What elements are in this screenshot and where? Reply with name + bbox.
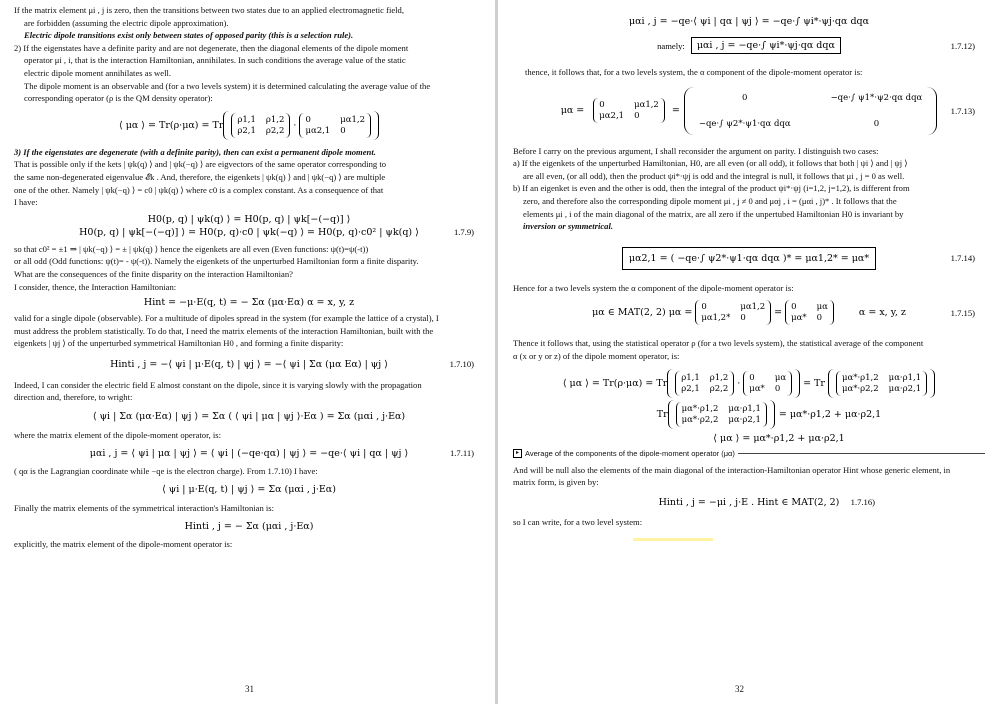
matrix-cell: 0 (741, 92, 748, 103)
equation-body: ⟨ μα ⟩ = μα*·ρ1,2 + μα·ρ2,1 (713, 432, 845, 444)
equation-body: Hinti , j = −μi , j·E . Hint ∈ MAT(2, 2) (658, 496, 840, 508)
matrix-cell: ρ1,1 (237, 114, 256, 125)
mu-matrix (299, 113, 371, 138)
equation-average-result (513, 433, 985, 444)
closing-text: so I can write, for a two level system: (513, 516, 643, 527)
equation-body: ⟨ ψi | Σα (μα·Eα) | ψj ⟩ = Σα ( ⟨ ψi | μα | ψj ⟩·Eα ) = Σα (μαi , j·Eα) (92, 411, 406, 423)
page-divider (495, 0, 498, 704)
equation-body: H0(p, q) | ψk[−(−q)] ⟩ = H0(p, q)·c0 | ψk(−q) ⟩ = H0(p, q)·c0² | ψk(q) ⟩ (79, 226, 419, 238)
matrix-cell: 0 (701, 302, 707, 313)
text-line: a) If the eigenkets of the unperturbed Hamiltonian, H0, are all even (or all odd), it follows that both | ψi ⟩ and | ψj ⟩ (513, 158, 908, 169)
text-line: Indeed, I can consider the electric field E almost constant on the dipole, since it is varying slowly with the propagation (14, 379, 422, 390)
text-line: where the matrix element of the dipole-moment operator, is: (14, 430, 222, 441)
equation-final (14, 521, 484, 532)
matrix-cell: ρ2,2 (709, 383, 729, 394)
result-matrix (836, 371, 927, 396)
matrix-cell: 0 (816, 313, 823, 324)
equation-interaction-hamiltonian (14, 297, 484, 308)
matrix-cell: ρ1,1 (681, 372, 700, 383)
integral-matrix (684, 87, 937, 135)
equation-matrix-element (14, 359, 484, 370)
text-line: are forbidden (assuming the electric dipole approximation). (24, 17, 229, 28)
rho-matrix (675, 371, 734, 396)
matrix-cell: 0 (774, 383, 781, 394)
matrix-product: ρ1,1 ρ1,2 ρ2,1 ρ2,2 · 0 μα μα* 0 (667, 369, 800, 398)
matrix-product: ρ1,1 ρ1,2 ρ2,1 ρ2,2 · 0 μα1,2 μα2,1 0 (223, 111, 379, 140)
text-line: matrix form, is given by: (513, 477, 599, 488)
text-line: Thence it follows that, using the statistical operator ρ (for a two levels system), the statistical average of the component (513, 338, 924, 349)
text-line (513, 516, 985, 529)
text-line: Hence for a two levels system the α component of the dipole-moment operator is: (513, 282, 794, 293)
equation-dipole-matrix: μα = 0 μα1,2 μα2,1 0 = 0 −qe·∫ ψ1*·ψ2·qα dqα −qe·∫ ψ2*·ψ1·qα dqα 0 1.7.13) (513, 87, 985, 135)
equation-field (14, 484, 484, 495)
matrix-cell: ρ2,1 (681, 383, 700, 394)
matrix-cell: μα1,2 (740, 302, 766, 313)
equation-number: 1.7.13) (950, 105, 975, 116)
text-line: inversion or symmetrical. (523, 221, 613, 232)
text-line: The dipole moment is an observable and (for a two levels system) it is determined calculating the average value of the (24, 80, 431, 91)
text-line: b) If an eigenket is even and the other is odd, then the integral of the product ψi*·ψj (i=1,2, j=1,2), is different from (513, 183, 910, 194)
matrix-cell: μα1,2 (634, 100, 659, 111)
equation-conjugate (513, 247, 985, 270)
small-mu-matrix (593, 98, 665, 123)
text-line: operator μi , i, that is the interaction Hamiltonian, annihilates. In such conditions the average value of the static (24, 55, 406, 66)
page-31 (0, 0, 494, 704)
matrix-cell: 0 (791, 302, 797, 313)
text-line: valid for a single dipole (observable). For a multitude of dipoles spread in the system (for example the lattice of a crystal), I (14, 313, 439, 324)
text-line: electric dipole moment annihilates as well. (24, 67, 172, 78)
text-line: Finally the matrix elements of the symmetrical interaction's Hamiltonian is: (14, 503, 275, 514)
matrix-cell: μα2,1 (305, 125, 331, 136)
text-line: What are the consequences of the finite disparity on the interaction Hamiltonian? (14, 268, 293, 279)
equation-dipole-integral (513, 16, 985, 27)
text-line: That is possible only if the kets | ψk(q) ⟩ and | ψk(−q) ⟩ are eigvectors of the same operator corresponding to (14, 159, 387, 170)
equation-body: μαi , j = −qe·⟨ ψi | qα | ψj ⟩ = −qe·∫ ψi*·ψj·qα dqα (628, 16, 870, 27)
matrix-cell: μα·ρ2,1 (728, 414, 761, 425)
result-bracket (668, 400, 775, 429)
text-line: zero, and therefore also the corresponding dipole moment μi , j ≠ 0 and μαj , i = (μαi , j)* . It follows that the (523, 195, 897, 206)
rho-matrix (231, 113, 290, 138)
matrix-cell: μα*·ρ2,2 (841, 383, 879, 394)
text-line: so that c0² = ±1 ⇒ | ψk(−q) ⟩ = ± | ψk(q) ⟩ hence the eigenkets are all even (Even functions: ψ(t)=ψ(-t)) (14, 243, 369, 254)
matrix-cell: μα*·ρ1,2 (841, 372, 879, 383)
matrix-cell: μα (816, 302, 828, 313)
yellow-highlight (633, 538, 713, 541)
text-line: eigenkets | ψj ⟩ of the unperturbed symmetrical Hamiltonian H0 , and forming a finite disparity: (14, 338, 344, 349)
matrix-cell: μα* (791, 313, 807, 324)
text-line: I consider, thence, the Interaction Hamiltonian: (14, 281, 177, 292)
matrix-cell: μα2,1 (599, 111, 625, 122)
matrix-cell: ρ1,2 (709, 372, 729, 383)
text-line: the same non-degenerated eigenvalue 𝓔k . And, therefore, the eigenkets | ψk(q) ⟩ and | ψk(−q) ⟩ are multiple (14, 171, 386, 182)
text-line: corresponding operator (ρ is the QM density operator): (24, 93, 213, 104)
equation-body: Hinti , j = − Σα (μαi , j·Eα) (184, 520, 314, 532)
equation-lhs: ⟨ μα ⟩ = Tr(ρ·μα) = Tr (562, 377, 668, 389)
degenerate-heading: 3) If the eigenstates are degenerate (with a definite parity), then can exist a permanent dipole moment. (14, 146, 376, 157)
figure-caption[interactable] (513, 449, 985, 458)
equation-number: 1.7.10) (449, 359, 474, 370)
matrix-cell: −qe·∫ ψ1*·ψ2·qα dqα (830, 92, 923, 103)
result-bracket (828, 369, 935, 398)
selection-rule-statement: Electric dipole transitions exist only between states of opposed parity (this is a selection rule). (24, 30, 354, 41)
text-line: 2) If the eigenstates have a definite parity and are not degenerate, then the diagonal elements of the dipole moment (14, 42, 409, 53)
text-line: must address the problem statistically. To do that, I need the matrix elements of the interaction Hamiltonian, built with the (14, 325, 434, 336)
matrix-cell: ρ2,1 (237, 125, 256, 136)
equation-dipole-mat22: μα ∈ MAT(2, 2) μα = 0 μα1,2 μα1,2* 0 = 0 μα μα* 0 α = x, y, z 1.7.15) (592, 302, 975, 324)
matrix-cell: μα* (749, 383, 765, 394)
highlight-mark (513, 528, 985, 541)
mu-matrix-short (785, 300, 834, 325)
namely-label: namely: (657, 40, 685, 51)
text-line: elements μi , i of the main diagonal of the matrix, are all zero if the unpertubed Hamiltonian H0 is invariant by (523, 208, 904, 219)
equation-lhs: μα = (560, 105, 585, 117)
mu-matrix (695, 300, 771, 325)
matrix-cell: 0 (305, 114, 311, 125)
matrix-cell: μα1,2 (340, 114, 366, 125)
matrix-cell: ρ2,2 (265, 125, 285, 136)
matrix-cell: μα1,2* (701, 313, 731, 324)
boxed-equation: μαi , j = −qe·∫ ψi*·ψj·qα dqα (691, 37, 841, 54)
mu-matrix (743, 371, 792, 396)
equation-number: 1.7.12) (950, 40, 975, 51)
equation-hint-matrix (513, 497, 985, 508)
equation-tail: = μα*·ρ1,2 + μα·ρ2,1 (778, 408, 882, 420)
equation-tail: α = x, y, z (858, 307, 906, 319)
matrix-cell: μα (774, 372, 787, 383)
equation-statistical-average: ⟨ μα ⟩ = Tr(ρ·μα) = Tr ρ1,1 ρ1,2 ρ2,1 ρ2,2 · 0 μα μα* 0 = Tr μα*·ρ1,2 μα·ρ1,1 μα*·ρ2,2 μα·ρ2,1 (513, 369, 985, 398)
equation-lhs: ⟨ μα ⟩ = Tr(ρ·μα) = Tr (118, 119, 224, 131)
matrix-cell: 0 (740, 313, 746, 324)
matrix-cell: μα·ρ1,1 (888, 372, 922, 383)
equation-body: H0(p, q) | ψk(q) ⟩ = H0(p, q) | ψk[−(−q)] ⟩ (147, 213, 351, 225)
boxed-equation: μα2,1 = ( −qe·∫ ψ2*·ψ1·qα dqα )* = μα1,2* = μα* (622, 247, 876, 270)
text-line: or all odd (Odd functions: ψ(t)= - ψ(-t)). Namely the eigenkets of the unperturbed Hamiltonian form a finite disparity. (14, 256, 419, 267)
equation-h2 (14, 227, 484, 238)
text-line: thence, it follows that, for a two levels system, the α component of the dipole-moment operator is: (525, 67, 863, 77)
matrix-cell: 0 (749, 372, 755, 383)
matrix-cell: μα·ρ2,1 (888, 383, 922, 394)
text-line: ( qα is the Lagrangian coordinate while −qe is the electron charge). From 1.7.10) I have: (14, 465, 318, 476)
page-32 (499, 0, 999, 704)
text-line: α (x or y or z) of the dipole moment operator, is: (513, 350, 680, 361)
expand-icon[interactable]: ▸ (513, 449, 522, 458)
equation-h1 (14, 214, 484, 225)
matrix-cell: μα·ρ1,1 (728, 403, 761, 414)
caption-rule (738, 453, 985, 454)
equation-body: Hinti , j = −⟨ ψi | μ·E(q, t) | ψj ⟩ = −⟨ ψi | Σα (μα Eα) | ψj ⟩ (110, 358, 388, 370)
equation-average-dipole (14, 111, 484, 140)
caption-text: Average of the components of the dipole-moment operator (μα) (525, 448, 735, 458)
matrix-cell: μα*·ρ1,2 (681, 403, 719, 414)
equation-dipole-element (14, 448, 484, 459)
text-line: If the matrix element μi , j is zero, then the transitions between two states due to an applied electromagnetic field, (14, 5, 405, 15)
equation-body: μαi , j = ⟨ ψi | μα | ψj ⟩ = ⟨ ψi | (−qe·qα) | ψj ⟩ = −qe·⟨ ψi | qα | ψj ⟩ (89, 447, 409, 459)
equation-body: ⟨ ψi | μ·E(q, t) | ψj ⟩ = Σα (μαi , j·Eα) (162, 484, 336, 496)
result-matrix (676, 402, 767, 427)
text-line: explicitly, the matrix element of the dipole-moment operator is: (14, 538, 233, 549)
matrix-cell: ρ1,2 (265, 114, 285, 125)
equation-number: 1.7.15) (950, 307, 975, 318)
text-line: Before I carry on the previous argument, I shall reconsider the argument on parity. I distinguish two cases: (513, 145, 879, 156)
equation-number: 1.7.11) (449, 448, 474, 459)
equation-body: Hint = −μ·E(q, t) = − Σα (μα·Eα) α = x, y, z (143, 297, 355, 309)
matrix-cell: 0 (599, 100, 605, 111)
equation-number: 1.7.14) (950, 253, 975, 264)
text-line: one of the other. Namely | ψk(−q) ⟩ = c0 | ψk(q) ⟩ where c0 is a complex constant. As a consequence of that (14, 184, 384, 195)
matrix-cell: 0 (634, 111, 640, 122)
page-number: 31 (245, 684, 254, 694)
equation-sum (14, 411, 484, 422)
text-line: I have: (14, 197, 38, 208)
matrix-cell: −qe·∫ ψ2*·ψ1·qα dqα (698, 118, 791, 129)
matrix-cell: 0 (873, 118, 880, 129)
matrix-cell: μα*·ρ2,2 (681, 414, 719, 425)
matrix-cell: 0 (340, 125, 346, 136)
text-line: are all even, (or all odd), then the product ψi*·ψj is odd and the integral is null, it follows that μi , j = 0 as well. (523, 170, 905, 181)
text-line: direction and, therefore, to wright: (14, 392, 133, 403)
equation-namely (513, 37, 985, 54)
equation-number: 1.7.9) (453, 227, 474, 238)
equation-lhs: μα ∈ MAT(2, 2) μα = (592, 307, 693, 319)
text-line: And will be null also the elements of the main diagonal of the interaction-Hamiltonian operator Hint whose generic element, in (513, 464, 951, 475)
page-number: 32 (735, 684, 744, 694)
equation-number: 1.7.16) (850, 497, 875, 508)
equation-trace: Tr μα*·ρ1,2 μα·ρ1,1 μα*·ρ2,2 μα·ρ2,1 = μα*·ρ1,2 + μα·ρ2,1 (513, 400, 985, 429)
